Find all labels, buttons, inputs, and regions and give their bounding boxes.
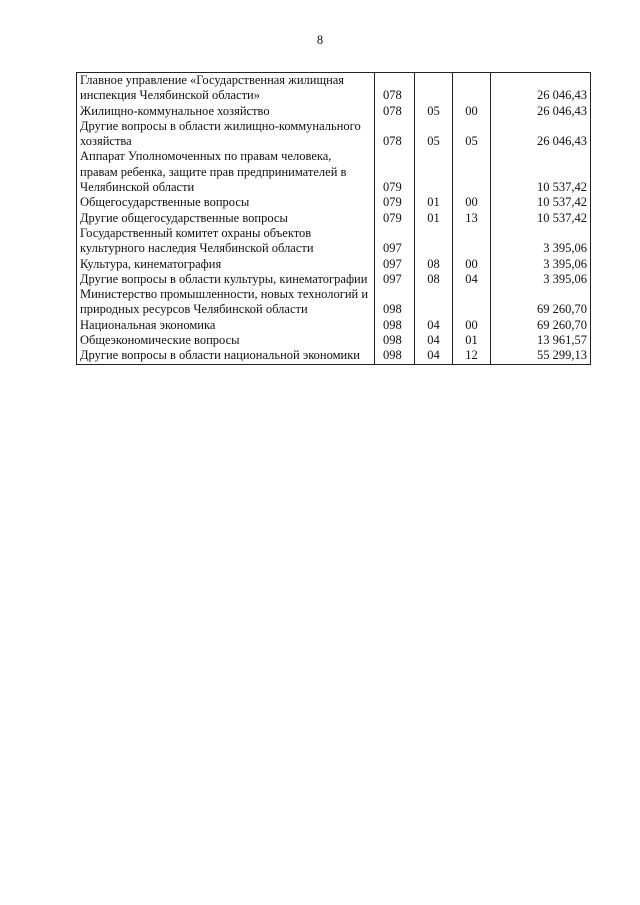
row-code: 079 <box>375 149 415 195</box>
row-sum: 69 260,70 <box>491 318 591 333</box>
table-row <box>77 257 591 272</box>
row-section: 05 <box>415 119 453 150</box>
row-name: Министерство промышленности, новых технологий и природных ресурсов Челябинской области <box>77 287 375 318</box>
row-code: 078 <box>375 73 415 104</box>
table-row <box>77 318 591 333</box>
row-section <box>415 73 453 104</box>
row-name: Главное управление «Государственная жилищная инспекция Челябинской области» <box>77 73 375 104</box>
table-row <box>77 195 591 210</box>
row-name: Аппарат Уполномоченных по правам человека, правам ребенка, защите прав предпринимателей в Челябинской области <box>77 149 375 195</box>
row-name: Другие вопросы в области национальной экономики <box>77 348 375 364</box>
table-row <box>77 272 591 287</box>
row-code: 098 <box>375 348 415 364</box>
row-subsection: 00 <box>453 257 491 272</box>
row-sum: 26 046,43 <box>491 104 591 119</box>
row-subsection: 01 <box>453 333 491 348</box>
row-name: Государственный комитет охраны объектов культурного наследия Челябинской области <box>77 226 375 257</box>
row-code: 097 <box>375 226 415 257</box>
row-code: 098 <box>375 318 415 333</box>
row-name: Другие общегосударственные вопросы <box>77 211 375 226</box>
row-section <box>415 287 453 318</box>
row-name: Другие вопросы в области жилищно-коммунального хозяйства <box>77 119 375 150</box>
row-sum: 10 537,42 <box>491 149 591 195</box>
row-subsection <box>453 149 491 195</box>
row-subsection: 00 <box>453 318 491 333</box>
row-subsection <box>453 287 491 318</box>
row-section: 04 <box>415 318 453 333</box>
table-row <box>77 149 591 195</box>
row-code: 098 <box>375 333 415 348</box>
row-code: 098 <box>375 287 415 318</box>
row-sum: 10 537,42 <box>491 195 591 210</box>
table-row <box>77 333 591 348</box>
row-code: 079 <box>375 195 415 210</box>
row-section <box>415 226 453 257</box>
row-name: Национальная экономика <box>77 318 375 333</box>
table-row <box>77 226 591 257</box>
row-sum: 69 260,70 <box>491 287 591 318</box>
table-row <box>77 73 591 104</box>
row-section: 01 <box>415 195 453 210</box>
row-sum: 13 961,57 <box>491 333 591 348</box>
budget-table <box>76 72 591 365</box>
row-section: 04 <box>415 333 453 348</box>
row-code: 097 <box>375 272 415 287</box>
row-section: 04 <box>415 348 453 364</box>
row-code: 097 <box>375 257 415 272</box>
row-sum: 55 299,13 <box>491 348 591 364</box>
row-name: Жилищно-коммунальное хозяйство <box>77 104 375 119</box>
row-code: 079 <box>375 211 415 226</box>
row-subsection: 13 <box>453 211 491 226</box>
row-subsection <box>453 73 491 104</box>
row-section: 05 <box>415 104 453 119</box>
row-sum: 26 046,43 <box>491 119 591 150</box>
row-section: 01 <box>415 211 453 226</box>
row-name: Общеэкономические вопросы <box>77 333 375 348</box>
row-name: Общегосударственные вопросы <box>77 195 375 210</box>
table-row <box>77 104 591 119</box>
row-subsection: 12 <box>453 348 491 364</box>
row-subsection <box>453 226 491 257</box>
row-section <box>415 149 453 195</box>
table-row <box>77 119 591 150</box>
row-code: 078 <box>375 119 415 150</box>
row-sum: 3 395,06 <box>491 272 591 287</box>
table-row <box>77 348 591 364</box>
row-subsection: 00 <box>453 104 491 119</box>
table-row <box>77 287 591 318</box>
row-subsection: 00 <box>453 195 491 210</box>
table-row <box>77 211 591 226</box>
row-code: 078 <box>375 104 415 119</box>
row-subsection: 04 <box>453 272 491 287</box>
row-section: 08 <box>415 257 453 272</box>
row-sum: 10 537,42 <box>491 211 591 226</box>
row-name: Другие вопросы в области культуры, кинематографии <box>77 272 375 287</box>
row-subsection: 05 <box>453 119 491 150</box>
row-section: 08 <box>415 272 453 287</box>
row-sum: 26 046,43 <box>491 73 591 104</box>
page-number: 8 <box>316 33 324 47</box>
row-name: Культура, кинематография <box>77 257 375 272</box>
row-sum: 3 395,06 <box>491 226 591 257</box>
row-sum: 3 395,06 <box>491 257 591 272</box>
